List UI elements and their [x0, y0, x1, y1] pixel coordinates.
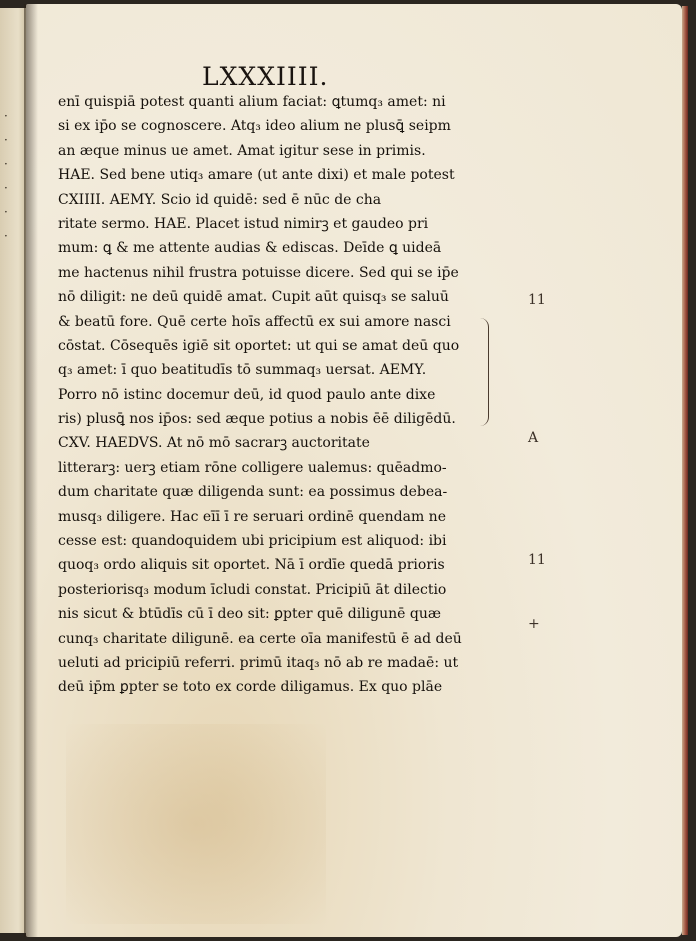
facing-page-marks: · · · · · ·	[4, 109, 8, 243]
text-line: ris) plusꝗ̄ nos ip̄os: sed æque potius a nobis ēē diligēdū.	[58, 411, 456, 428]
text-block	[58, 90, 490, 700]
text-line: deū ip̄m ꝑpter se toto ex corde diligamus. Ex quo plāe	[58, 679, 443, 696]
text-line: nō diligit: ne deū quidē amat. Cupit aūt quisq₃ se saluū	[58, 289, 449, 306]
spine-shadow	[24, 4, 38, 937]
folio-number: LXXXIIII.	[202, 62, 329, 91]
text-line: cesse est: quandoquidem ubi pricipium est aliquod: ibi	[58, 533, 447, 550]
text-line: musq₃ diligere. Hac eīī ī re seruari ordinē quendam ne	[58, 508, 446, 525]
text-line: cunq₃ charitate diligunē. ea certe oīa manifestū ē ad deū	[58, 630, 462, 647]
text-line: q₃ amet: ī quo beatitudīs tō summaq₃ uersat. AEMY.	[58, 362, 427, 379]
text-line: cōstat. Cōsequēs igiē sit oportet: ut qui se amat deū quo	[58, 337, 460, 354]
text-line: CXV. HAEDVS. At nō mō sacrarꝫ auctoritate	[58, 435, 370, 452]
text-line: nis sicut & btūdīs cū ī deo sit: ꝑpter quē diligunē quæ	[58, 606, 442, 623]
text-line: ueluti ad pricipiū referri. primū itaq₃ nō ab re madaē: ut	[58, 654, 459, 671]
facing-page-edge	[0, 8, 27, 933]
page-stain	[66, 724, 326, 924]
text-line: dum charitate quæ diligenda sunt: ea possimus debea-	[58, 484, 448, 501]
text-line: litterarꝫ: uerꝫ etiam rōne colligere ualemus: quēadmo-	[58, 459, 447, 476]
text-line: posteriorisq₃ modum īcludi constat. Pricipiū āt dilectio	[58, 581, 447, 598]
margin-note: 11	[528, 292, 546, 308]
text-line: CXIIII. AEMY. Scio id quidē: sed ē nūc de cha	[58, 191, 382, 208]
margin-note: +	[528, 616, 540, 632]
text-line: me hactenus nihil frustra potuisse dicere. Sed qui se ip̄e	[58, 264, 459, 281]
text-line: & beatū fore. Quē certe hoīs affectū ex sui amore nasci	[58, 313, 451, 330]
text-line: si ex ip̄o se cognoscere. Atq₃ ideo alium ne plusꝗ̄ seipm	[58, 118, 451, 135]
text-line: ritate sermo. HAE. Placet istud nimirꝫ et gaudeo pri	[58, 215, 429, 232]
text-line: Porro nō istinc docemur deū, id quod paulo ante dixe	[58, 386, 436, 403]
text-line: mum: ꝗ & me attente audias & ediscas. Deīde ꝗ uideā	[58, 240, 442, 257]
margin-note: A	[528, 430, 539, 446]
text-line: enī quispiā potest quanti alium faciat: ꝗtumq₃ amet: ni	[58, 94, 446, 110]
marginal-bracket	[480, 318, 489, 426]
text-line: an æque minus ue amet. Amat igitur sese in primis.	[58, 142, 426, 159]
margin-note: 11	[528, 552, 546, 568]
text-line: HAE. Sed bene utiq₃ amare (ut ante dixi) et male potest	[58, 167, 455, 184]
text-line: quoq₃ ordo aliquis sit oportet. Nā ī ordīe quedā prioris	[58, 557, 445, 574]
page-fore-edge	[682, 6, 688, 935]
